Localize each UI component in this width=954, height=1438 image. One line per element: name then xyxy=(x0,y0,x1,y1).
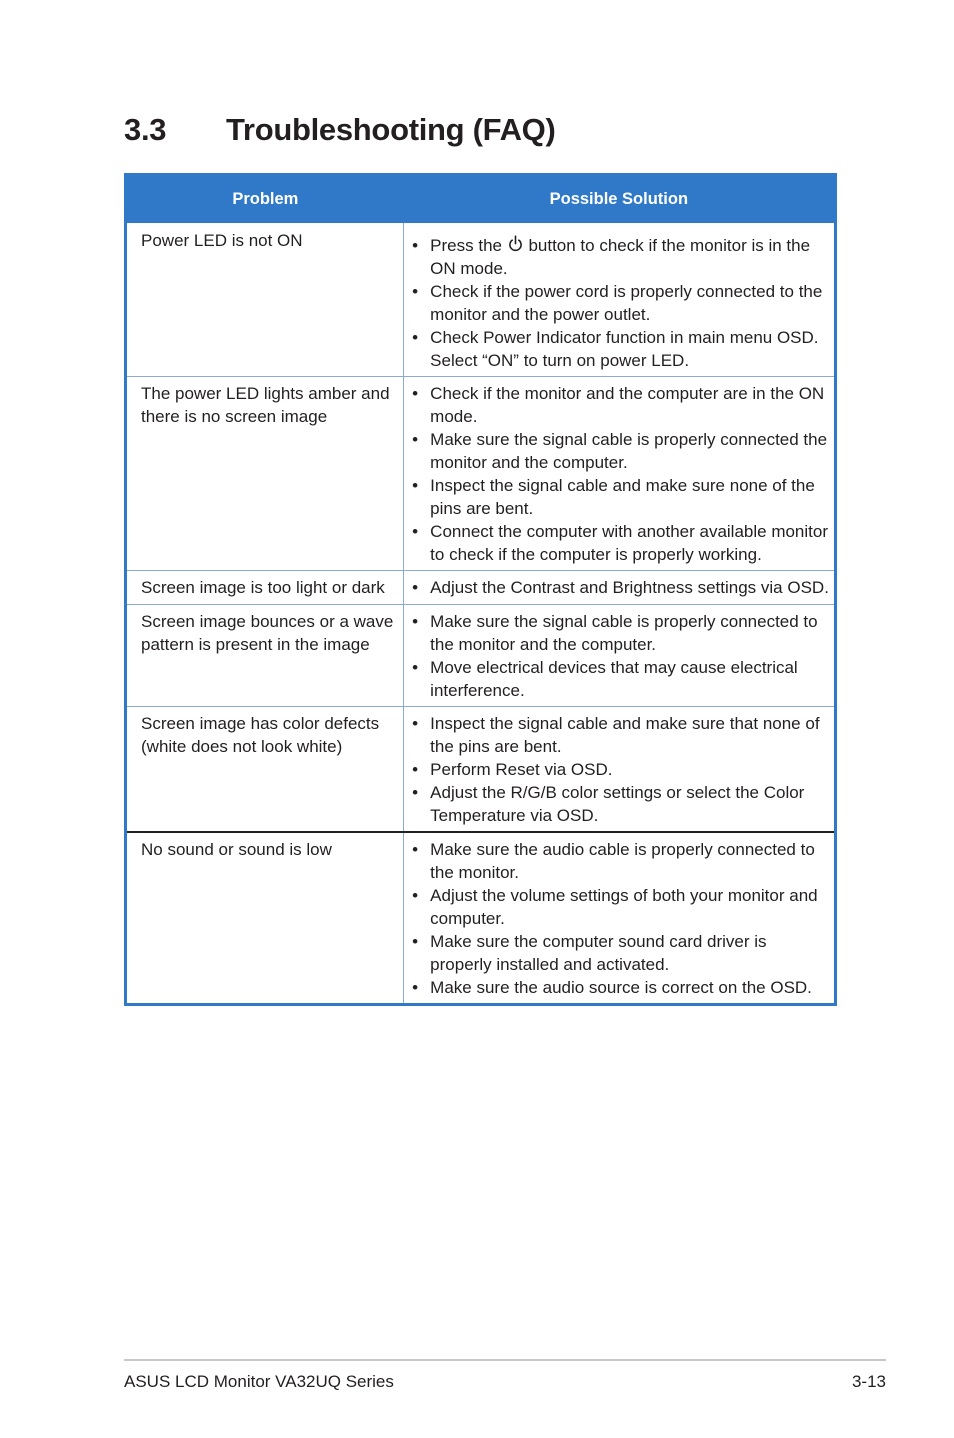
solution-cell xyxy=(404,377,836,571)
solution-item: • Make sure the signal cable is properly connected to the monitor and the computer. xyxy=(408,610,830,656)
power-icon xyxy=(508,235,523,253)
problem-cell: Power LED is not ON xyxy=(126,223,404,377)
header-possible-solution: Possible Solution xyxy=(404,175,836,224)
solution-list xyxy=(408,838,830,999)
solution-item: • Check if the monitor and the computer are in the ON mode. xyxy=(408,382,830,428)
solution-text-after-icon: button to check if the monitor is in the ON mode. xyxy=(430,236,811,278)
section-title: Troubleshooting (FAQ) xyxy=(226,112,556,147)
solution-item xyxy=(408,234,830,280)
solution-cell xyxy=(404,707,836,833)
solution-item: • Check Power Indicator function in main menu OSD. Select “ON” to turn on power LED. xyxy=(408,326,830,372)
solution-item: • Make sure the computer sound card driver is properly installed and activated. xyxy=(408,930,830,976)
solution-item: • Inspect the signal cable and make sure none of the pins are bent. xyxy=(408,474,830,520)
solution-item: • Make sure the signal cable is properly connected the monitor and the computer. xyxy=(408,428,830,474)
solution-item: • Inspect the signal cable and make sure that none of the pins are bent. xyxy=(408,712,830,758)
section-number: 3.3 xyxy=(124,112,167,147)
solution-item: • Adjust the volume settings of both your monitor and computer. xyxy=(408,884,830,930)
table-header-row xyxy=(126,175,836,224)
footer-divider xyxy=(124,1359,886,1361)
page-number: 3-13 xyxy=(851,1372,886,1391)
table-row xyxy=(126,605,836,707)
solution-item: • Connect the computer with another available monitor to check if the computer is properly working. xyxy=(408,520,830,566)
solution-text-before-icon: Press the xyxy=(430,236,507,255)
problem-cell: Screen image has color defects (white does not look white) xyxy=(126,707,404,833)
problem-cell: Screen image is too light or dark xyxy=(126,571,404,605)
problem-cell: No sound or sound is low xyxy=(126,832,404,1005)
solution-cell xyxy=(404,832,836,1005)
table-row xyxy=(126,377,836,571)
solution-list xyxy=(408,382,830,566)
solution-cell xyxy=(404,605,836,707)
solution-list xyxy=(408,610,830,702)
table-row xyxy=(126,571,836,605)
problem-cell: Screen image bounces or a wave pattern is present in the image xyxy=(126,605,404,707)
solution-item: • Perform Reset via OSD. xyxy=(408,758,830,781)
solution-item: • Make sure the audio source is correct on the OSD. xyxy=(408,976,830,999)
solution-list xyxy=(408,234,830,372)
solution-item: • Make sure the audio cable is properly connected to the monitor. xyxy=(408,838,830,884)
solution-item: • Adjust the Contrast and Brightness settings via OSD. xyxy=(408,576,830,599)
problem-cell: The power LED lights amber and there is no screen image xyxy=(126,377,404,571)
table-row xyxy=(126,832,836,1005)
solution-cell xyxy=(404,571,836,605)
table-row xyxy=(126,707,836,833)
footer-title: ASUS LCD Monitor VA32UQ Series xyxy=(124,1372,394,1391)
solution-item: • Check if the power cord is properly connected to the monitor and the power outlet. xyxy=(408,280,830,326)
solution-cell xyxy=(404,223,836,377)
table-row xyxy=(126,223,836,377)
faq-table xyxy=(124,173,837,1006)
solution-list xyxy=(408,576,830,599)
solution-list xyxy=(408,712,830,827)
solution-item: • Move electrical devices that may cause electrical interference. xyxy=(408,656,830,702)
header-problem: Problem xyxy=(126,175,404,224)
section-heading xyxy=(124,112,556,148)
solution-item: • Adjust the R/G/B color settings or select the Color Temperature via OSD. xyxy=(408,781,830,827)
